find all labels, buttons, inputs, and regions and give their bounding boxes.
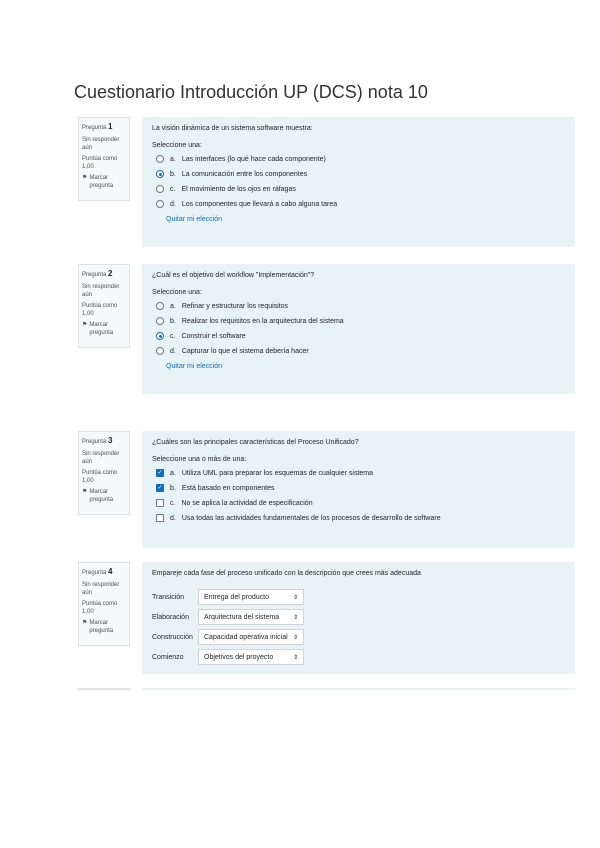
answer-prompt: Seleccione una:	[152, 289, 202, 296]
match-select[interactable]: Objetivos del proyecto ⇕	[198, 649, 304, 665]
checkbox[interactable]: ✓	[157, 485, 163, 491]
page-title: Cuestionario Introducción UP (DCS) nota 10	[74, 82, 428, 103]
question-status: Sin responder aún	[82, 136, 120, 151]
radio-button[interactable]	[156, 302, 164, 310]
question-score: Puntúa como 1,00	[82, 600, 118, 616]
match-label: Construcción	[152, 633, 193, 641]
question-number: Pregunta 4	[82, 567, 113, 576]
radio-button[interactable]	[156, 155, 164, 163]
clear-choice-link[interactable]: Quitar mi elección	[166, 216, 223, 223]
question-number: Pregunta 1	[82, 122, 113, 131]
flag-question-link[interactable]: ⚑ Marcar pregunta	[82, 489, 114, 504]
answer-option[interactable]: d. Los componentes que llevará a cabo alguna tarea	[156, 200, 565, 208]
answer-option[interactable]: c. El movimiento de los ojos en ráfagas	[156, 185, 565, 193]
question-info	[78, 117, 130, 201]
question-info	[78, 264, 130, 348]
checkbox[interactable]	[156, 514, 164, 522]
next-question-info-stub	[78, 688, 130, 690]
question-text: La visión dinámica de un sistema software muestra:	[152, 125, 313, 132]
answer-option[interactable]: c. No se aplica la actividad de especificación	[156, 499, 565, 507]
question-status: Sin responder aún	[82, 283, 120, 298]
answer-option[interactable]: ✓ b. Está basado en componentes	[157, 484, 275, 492]
question-text: Empareje cada fase del proceso unificado con la descripción que crees más adecuada	[152, 570, 421, 577]
question-content	[142, 117, 575, 247]
flag-question-link[interactable]: ⚑ Marcar pregunta	[82, 175, 114, 190]
flag-icon: ⚑	[82, 322, 88, 329]
question-content	[142, 562, 575, 674]
radio-button[interactable]	[156, 200, 164, 208]
answer-option[interactable]: a. Refinar y estructurar los requisitos	[156, 302, 565, 310]
match-select[interactable]: Arquitectura del sistema ⇕	[198, 609, 304, 625]
question-content	[142, 264, 575, 394]
answer-option[interactable]: b. La comunicación entre los componentes	[156, 170, 565, 178]
checkbox[interactable]: ✓	[157, 470, 163, 476]
match-label: Elaboración	[152, 613, 189, 621]
clear-choice-link[interactable]: Quitar mi elección	[166, 363, 223, 370]
answer-option[interactable]: a. Las interfaces (lo qué hace cada componente)	[156, 155, 565, 163]
question-status: Sin responder aún	[82, 450, 120, 465]
match-label: Comienzo	[152, 653, 184, 661]
flag-icon: ⚑	[82, 620, 88, 627]
match-row	[152, 589, 565, 605]
answer-option[interactable]: d. Usa todas las actividades fundamentales de los procesos de desarrollo de software	[156, 514, 565, 522]
question-number: Pregunta 3	[82, 436, 113, 445]
chevron-updown-icon: ⇕	[292, 594, 298, 601]
radio-button[interactable]	[156, 347, 164, 355]
radio-button[interactable]	[156, 170, 164, 178]
answer-option[interactable]: c. Construir el software	[156, 332, 565, 340]
answer-option[interactable]: d. Capturar lo que el sistema debería hacer	[156, 347, 565, 355]
question-info	[78, 431, 130, 515]
match-select[interactable]: Capacidad operativa inicial ⇕	[198, 629, 304, 645]
match-row	[152, 609, 565, 625]
question-score: Puntúa como 1,00	[82, 155, 118, 171]
chevron-updown-icon: ⇕	[292, 634, 298, 641]
flag-icon: ⚑	[82, 175, 88, 182]
match-row	[152, 629, 565, 645]
radio-button[interactable]	[156, 332, 164, 340]
radio-button[interactable]	[156, 185, 164, 193]
match-row	[152, 649, 565, 665]
question-status: Sin responder aún	[82, 581, 120, 596]
answer-prompt: Seleccione una o más de una:	[152, 456, 247, 463]
question-score: Puntúa como 1,00	[82, 469, 118, 485]
question-text: ¿Cuáles son las principales características del Proceso Unificado?	[152, 439, 359, 446]
question-text: ¿Cuál es el objetivo del workflow "Implementación"?	[152, 272, 315, 279]
chevron-updown-icon: ⇕	[292, 614, 298, 621]
question-info	[78, 562, 130, 646]
flag-question-link[interactable]: ⚑ Marcar pregunta	[82, 322, 114, 337]
match-label: Transición	[152, 593, 185, 601]
question-score: Puntúa como 1,00	[82, 302, 118, 318]
next-question-content-stub	[142, 688, 575, 690]
answer-option[interactable]: ✓ a. Utiliza UML para preparar los esquemas de cualquier sistema	[157, 469, 374, 477]
chevron-updown-icon: ⇕	[292, 654, 298, 661]
answer-option[interactable]: b. Realizar los requisitos en la arquitectura del sistema	[156, 317, 565, 325]
question-content	[142, 431, 575, 548]
flag-question-link[interactable]: ⚑ Marcar pregunta	[82, 620, 114, 635]
radio-button[interactable]	[156, 317, 164, 325]
flag-icon: ⚑	[82, 489, 88, 496]
match-select[interactable]: Entrega del producto ⇕	[198, 589, 304, 605]
answer-prompt: Seleccione una:	[152, 142, 202, 149]
question-number: Pregunta 2	[82, 269, 113, 278]
checkbox[interactable]	[156, 499, 164, 507]
